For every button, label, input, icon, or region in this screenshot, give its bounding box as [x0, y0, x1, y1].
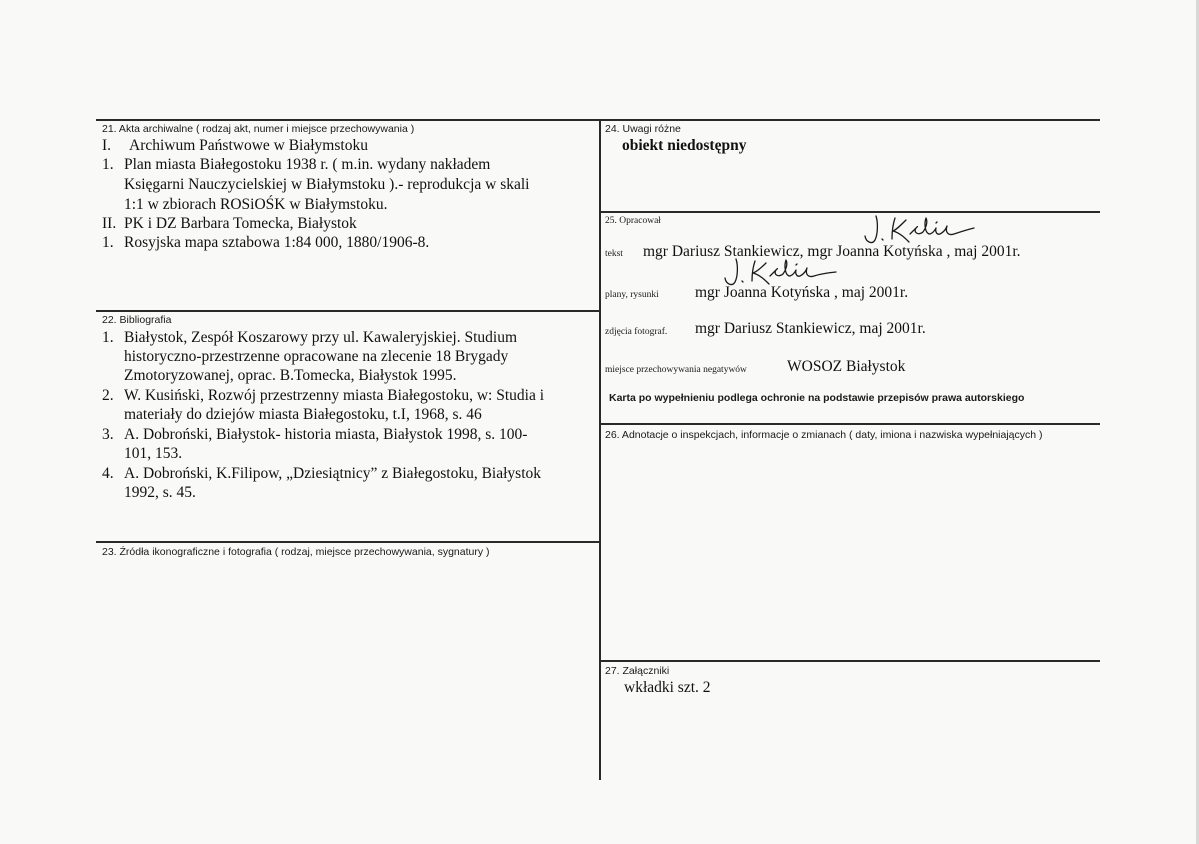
- drawings-label: plany, rysunki: [605, 290, 659, 300]
- photos-author: mgr Dariusz Stankiewicz, maj 2001r.: [695, 320, 926, 337]
- item-line: Plan miasta Białegostoku 1938 r. ( m.in. wydany nakładem: [124, 156, 491, 173]
- section-22-header: 22. Bibliografia: [102, 314, 172, 326]
- item-line: Białystok, Zespół Koszarowy przy ul. Kawaleryjskiej. Studium: [124, 329, 518, 346]
- item-marker: 3.: [102, 426, 114, 443]
- copyright-note: Karta po wypełnieniu podlega ochronie na podstawie przepisów prawa autorskiego: [609, 392, 1025, 404]
- group-marker: II.: [102, 215, 117, 232]
- section-25-header: 25. Opracował: [605, 216, 661, 226]
- item-line: 1992, s. 45.: [124, 484, 196, 501]
- item-line: Zmotoryzowanej, oprac. B.Tomecka, Białystok 1995.: [124, 367, 457, 384]
- rule-22-23: [96, 541, 600, 543]
- item-line: 1:1 w zbiorach ROSiOŚK w Białymstoku.: [124, 196, 388, 213]
- section-23-header: 23. Źródła ikonograficzne i fotografia ( rodzaj, miejsce przechowywania, sygnatury ): [102, 546, 490, 558]
- item-marker: 1.: [102, 156, 114, 173]
- section-24-header: 24. Uwagi różne: [605, 123, 681, 135]
- section-26-header: 26. Adnotacje o inspekcjach, informacje o zmianach ( daty, imiona i nazwiska wypełniających ): [605, 429, 1043, 441]
- rule-26-27: [599, 660, 1100, 662]
- section-27-header: 27. Załączniki: [605, 665, 670, 677]
- item-marker: 1.: [102, 329, 114, 346]
- item-line: A. Dobroński, Białystok- historia miasta, Białystok 1998, s. 100-: [124, 426, 528, 443]
- negatives-location: WOSOZ Białystok: [787, 358, 906, 375]
- section-21-header: 21. Akta archiwalne ( rodzaj akt, numer i miejsce przechowywania ): [102, 123, 415, 135]
- item-marker: 1.: [102, 234, 114, 251]
- item-marker: 2.: [102, 387, 114, 404]
- signature-top: [862, 212, 992, 246]
- group-marker: I.: [102, 137, 112, 154]
- negatives-label: miejsce przechowywania negatywów: [605, 365, 747, 375]
- group-title: Archiwum Państwowe w Białymstoku: [129, 137, 368, 154]
- photos-label: zdjęcia fotograf.: [605, 327, 668, 337]
- item-marker: 4.: [102, 465, 114, 482]
- group-title: PK i DZ Barbara Tomecka, Białystok: [124, 215, 357, 232]
- rule-25-26: [599, 423, 1100, 425]
- item-line: materiały do dziejów miasta Białegostoku, t.I, 1968, s. 46: [124, 406, 482, 423]
- center-divider: [599, 119, 601, 780]
- text-label: tekst: [605, 249, 623, 259]
- item-line: W. Kusiński, Rozwój przestrzenny miasta Białegostoku, w: Studia i: [124, 387, 545, 404]
- remarks-value: obiekt niedostępny: [622, 137, 747, 154]
- text-author: mgr Dariusz Stankiewicz, mgr Joanna Kotyńska , maj 2001r.: [643, 243, 1021, 260]
- drawings-author: mgr Joanna Kotyńska , maj 2001r.: [695, 284, 909, 301]
- top-rule: [96, 119, 1100, 121]
- rule-24-25: [599, 211, 1100, 213]
- rule-21-22: [96, 310, 600, 312]
- item-line: A. Dobroński, K.Filipow, „Dziesiątnicy” z Białegostoku, Białystok: [124, 465, 542, 482]
- attachments-value: wkładki szt. 2: [624, 679, 711, 696]
- item-line: 101, 153.: [124, 445, 183, 462]
- item-line: Rosyjska mapa sztabowa 1:84 000, 1880/1906-8.: [124, 234, 430, 251]
- item-line: historyczno-przestrzenne opracowane na zlecenie 18 Brygady: [124, 348, 509, 365]
- item-line: Księgarni Nauczycielskiej w Białymstoku ).- reprodukcja w skali: [124, 176, 530, 193]
